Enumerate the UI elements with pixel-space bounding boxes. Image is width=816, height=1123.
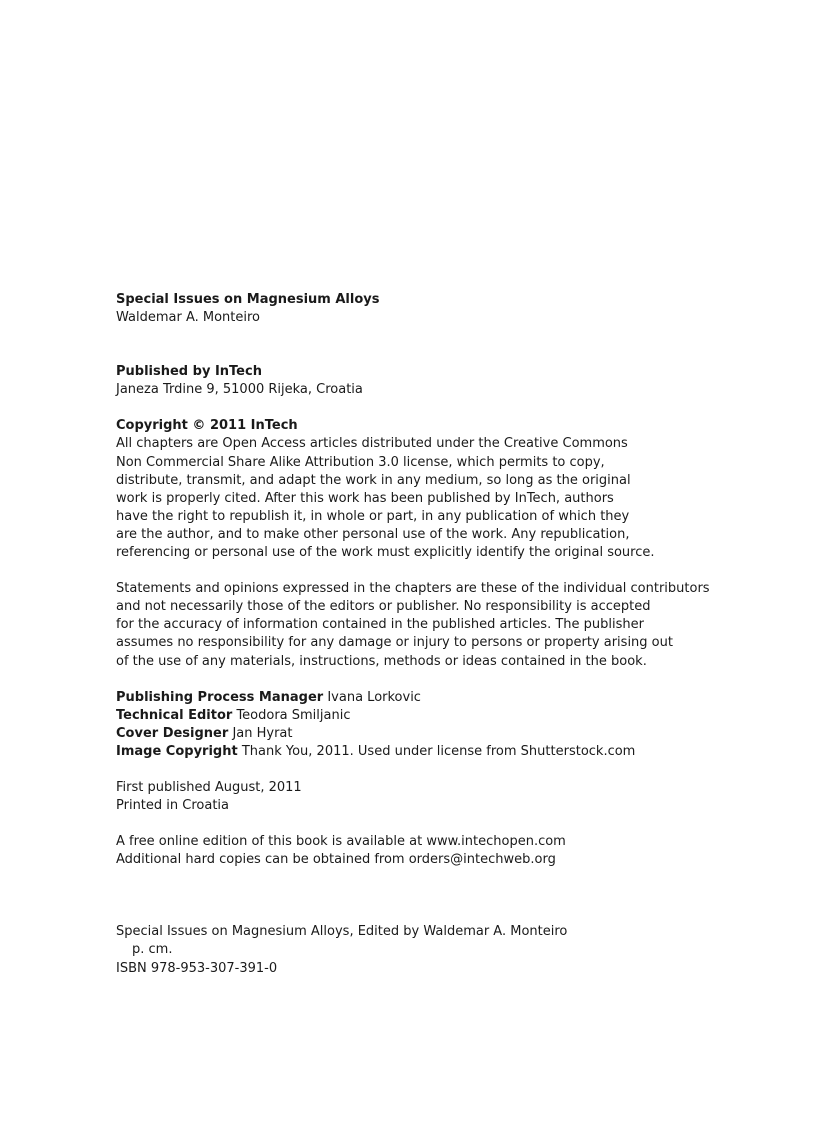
disclaimer-line: of the use of any materials, instructions, methods or ideas contained in the book. — [116, 653, 647, 669]
credit-name: Ivana Lorkovic — [327, 689, 421, 705]
credit-entry — [116, 707, 776, 725]
copyright-line: Non Commercial Share Alike Attribution 3.0 license, which permits to copy, — [116, 454, 605, 470]
copyright-line: All chapters are Open Access articles distributed under the Creative Commons — [116, 436, 628, 452]
copyright-line: have the right to republish it, in whole or part, in any publication of which they — [116, 508, 630, 524]
credit-name: Thank You, 2011. Used under license from Shutterstock.com — [241, 743, 636, 759]
title-block — [116, 291, 776, 327]
book-author: Waldemar A. Monteiro — [116, 310, 261, 326]
catalog-title-line: Special Issues on Magnesium Alloys, Edited by Waldemar A. Monteiro — [116, 924, 568, 940]
credit-entry — [116, 743, 776, 761]
publication-info-block — [116, 779, 776, 815]
credit-name: Teodora Smiljanic — [236, 707, 351, 723]
credit-role: Cover Designer — [116, 725, 229, 741]
copyright-heading: Copyright © 2011 InTech — [116, 418, 298, 434]
printed-in: Printed in Croatia — [116, 798, 230, 814]
copyright-line: are the author, and to make other personal use of the work. Any republication, — [116, 526, 630, 542]
credit-role: Publishing Process Manager — [116, 689, 324, 705]
publisher-block — [116, 363, 776, 399]
disclaimer-line: assumes no responsibility for any damage or injury to persons or property arising out — [116, 635, 673, 651]
hard-copies-note: Additional hard copies can be obtained from orders@intechweb.org — [116, 852, 556, 868]
online-edition-note: A free online edition of this book is available at www.intechopen.com — [116, 834, 566, 850]
publisher-address: Janeza Trdine 9, 51000 Rijeka, Croatia — [116, 382, 363, 398]
credit-role: Image Copyright — [116, 743, 238, 759]
disclaimer-block — [116, 580, 776, 670]
disclaimer-line: and not necessarily those of the editors or publisher. No responsibility is accepted — [116, 599, 651, 615]
credit-entry — [116, 725, 776, 743]
catalog-pages-line: p. cm. — [132, 942, 173, 958]
page-content — [116, 291, 776, 978]
credit-entry — [116, 689, 776, 707]
book-title: Special Issues on Magnesium Alloys — [116, 292, 380, 307]
cataloging-block — [116, 923, 776, 977]
copyright-block — [116, 417, 776, 562]
copyright-line: distribute, transmit, and adapt the work in any medium, so long as the original — [116, 472, 631, 488]
availability-block — [116, 833, 776, 869]
credits-block — [116, 689, 776, 761]
copyright-line: referencing or personal use of the work must explicitly identify the original source. — [116, 545, 655, 561]
isbn: ISBN 978-953-307-391-0 — [116, 960, 278, 976]
disclaimer-line: for the accuracy of information contained in the published articles. The publisher — [116, 617, 644, 633]
first-published: First published August, 2011 — [116, 779, 302, 795]
credit-role: Technical Editor — [116, 707, 233, 723]
credit-name: Jan Hyrat — [232, 725, 293, 741]
publisher-heading: Published by InTech — [116, 364, 262, 380]
disclaimer-line: Statements and opinions expressed in the chapters are these of the individual contributors — [116, 581, 710, 597]
copyright-line: work is properly cited. After this work has been published by InTech, authors — [116, 490, 614, 506]
